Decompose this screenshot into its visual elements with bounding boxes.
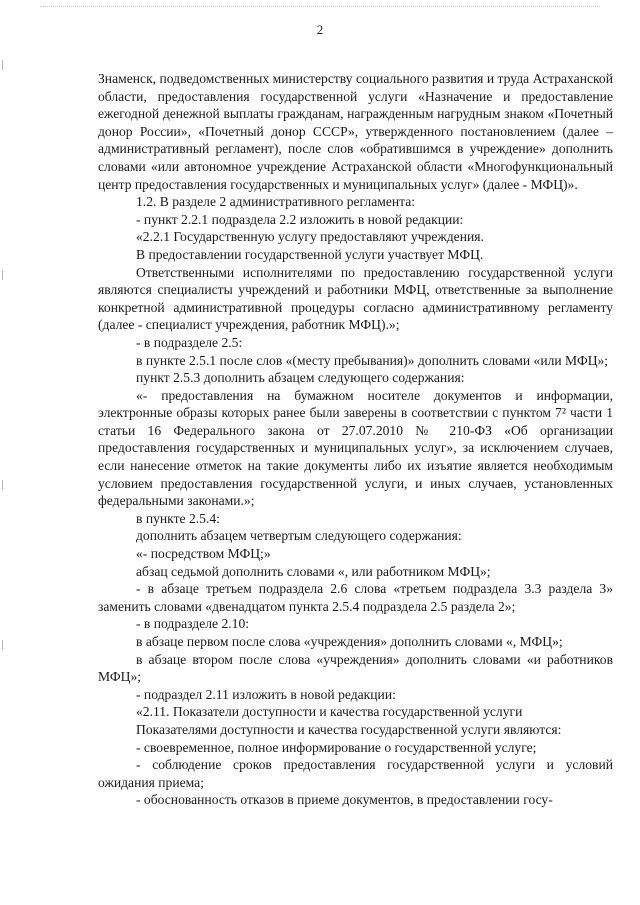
paragraph: «- предоставления на бумажном носителе документов и информации, электронные образы которых ранее были заверены в соответствии с пунктом 7² части 1 статьи 16 Федерального закона от 27.07.2010 № 210-ФЗ «Об организации предоставления государственных и муниципальных услуг», за исключением случаев, если нанесение отметок на такие документы либо их изъятие является необходимым условием предоставления государственной услуги, и иных случаев, установленных федеральными законами.»; bbox=[98, 387, 613, 509]
scan-margin-mark bbox=[2, 640, 3, 650]
paragraph: - в подразделе 2.10: bbox=[136, 616, 250, 632]
scan-margin-mark bbox=[2, 480, 3, 490]
paragraph: - соблюдение сроков предоставления государственной услуги и условий ожидания приема; bbox=[98, 757, 613, 790]
paragraph: в абзаце первом после слова «учреждения» дополнить словами «, МФЦ»; bbox=[136, 634, 563, 649]
paragraph: В предоставлении государственной услуги участвует МФЦ. bbox=[136, 246, 484, 262]
paragraph: - в абзаце третьем подраздела 2.6 слова «третьем подраздела 3.3 раздела 3» заменить словами «двенадцатом пункта 2.5.4 подраздела 2.5 раздела 2»; bbox=[98, 581, 613, 614]
paragraph: - обоснованность отказов в приеме документов, в предоставлении госу- bbox=[136, 792, 553, 808]
scan-margin-mark bbox=[2, 270, 3, 280]
document-body bbox=[98, 70, 613, 809]
paragraph: Знаменск, подведомственных министерству социального развития и труда Астраханской области, предоставления государственной услуги «Назначение и предоставление ежегодной денежной выплаты гражданам, награжденным нагрудным знаком «Почетный донор России», «Почетный донор СССР», утвержденного постановлением (далее – административный регламент), после слов «обратившимся в учреждение» дополнить словами «или автономное учреждение Астраханской области «Многофункциональный центр предоставления государственных и муниципальных услуг» (далее - МФЦ)». bbox=[98, 71, 613, 192]
paragraph: - своевременное, полное информирование о государственной услуге; bbox=[136, 739, 537, 755]
paragraph: Ответственными исполнителями по предоставлению государственной услуги являются специалисты учреждений и работники МФЦ, ответственные за выполнение конкретной административной процедуры согласно административному регламенту (далее - специалист учреждения, работник МФЦ).»; bbox=[98, 264, 613, 333]
paragraph: абзац седьмой дополнить словами «, или работником МФЦ»; bbox=[136, 563, 491, 579]
paragraph: пункт 2.5.3 дополнить абзацем следующего содержания: bbox=[136, 370, 465, 386]
paragraph: - в подразделе 2.5: bbox=[136, 334, 243, 350]
paragraph: 1.2. В разделе 2 административного регламента: bbox=[136, 194, 416, 210]
paragraph: Показателями доступности и качества государственной услуги являются: bbox=[136, 721, 562, 737]
paragraph: «2.2.1 Государственную услугу предоставляют учреждения. bbox=[136, 229, 484, 245]
paragraph: - подраздел 2.11 изложить в новой редакции: bbox=[136, 686, 396, 702]
paragraph: в пункте 2.5.1 после слов «(месту пребывания)» дополнить словами «или МФЦ»; bbox=[136, 352, 609, 368]
paragraph: в пункте 2.5.4: bbox=[136, 510, 220, 526]
page-number: 2 bbox=[316, 22, 324, 37]
scan-header-edge bbox=[40, 6, 600, 8]
paragraph: в абзаце втором после слова «учреждения» дополнить словами «и работников МФЦ»; bbox=[98, 651, 613, 685]
paragraph: дополнить абзацем четвертым следующего содержания: bbox=[136, 528, 462, 544]
paragraph: «2.11. Показатели доступности и качества государственной услуги bbox=[136, 704, 523, 720]
paragraph: «- посредством МФЦ;» bbox=[136, 546, 271, 562]
scan-margin-mark bbox=[2, 60, 3, 70]
paragraph: - пункт 2.2.1 подраздела 2.2 изложить в новой редакции: bbox=[136, 211, 464, 227]
